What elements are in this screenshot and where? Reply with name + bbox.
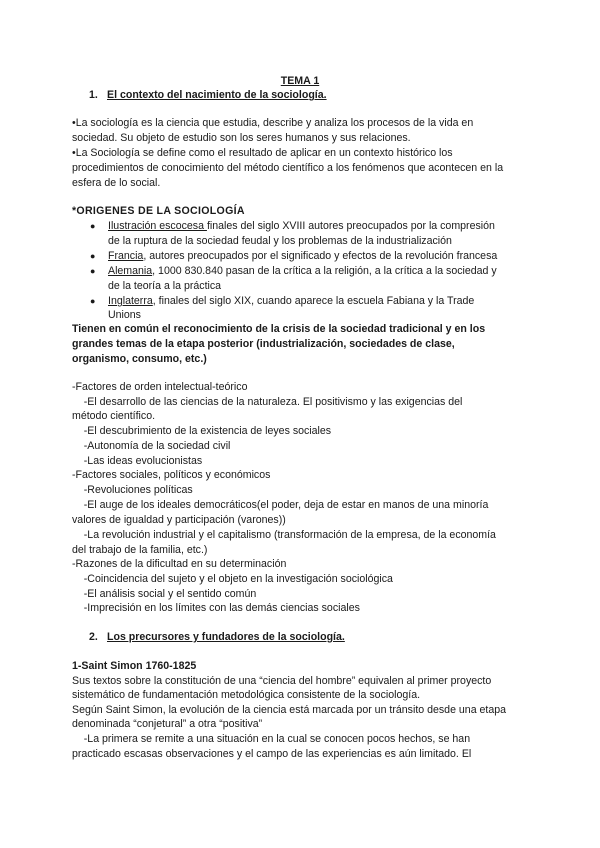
factor-line: -Factores sociales, políticos y económicos xyxy=(72,469,271,481)
origin-description: , autores preocupados por el significado y efectos de la revolución francesa xyxy=(143,250,498,262)
saint-simon-heading: 1-Saint Simon 1760-1825 xyxy=(72,660,197,672)
page-title: TEMA 1 xyxy=(280,75,320,87)
factor-line: del trabajo de la familia, etc.) xyxy=(72,544,208,556)
section1-paragraph-line: procedimientos de conocimiento del método científico a los fenómenos que acontecen en la xyxy=(72,162,504,174)
origin-description: , finales del siglo XIX, cuando aparece la escuela Fabiana y la Trade xyxy=(152,295,475,307)
factor-line: valores de igualdad y participación (varones)) xyxy=(72,514,286,526)
factor-line: -Autonomía de la sociedad civil xyxy=(72,440,231,452)
section1-paragraph-line: •La Sociología se define como el resultado de aplicar en un contexto histórico los xyxy=(72,147,453,159)
section1-heading: El contexto del nacimiento de la sociología. xyxy=(107,89,327,101)
origin-description: finales del siglo XVIII autores preocupados por la compresión xyxy=(206,220,495,232)
origin-description-cont: Unions xyxy=(108,309,141,321)
origin-name: Inglaterra xyxy=(108,295,153,307)
saint-simon-line: practicado escasas observaciones y el campo de las experiencias es aún limitado. El xyxy=(72,748,472,760)
saint-simon-line: -La primera se remite a una situación en la cual se conocen pocos hechos, se han xyxy=(72,733,471,745)
saint-simon-line: Sus textos sobre la constitución de una “ciencia del hombre” equivalen al primer proyecto xyxy=(72,675,492,687)
factor-line: -El descubrimiento de la existencia de leyes sociales xyxy=(72,425,332,437)
bullet-icon: ● xyxy=(90,221,96,231)
factor-line: -El análisis social y el sentido común xyxy=(72,588,257,600)
factor-line: -La revolución industrial y el capitalismo (transformación de la empresa, de la economía xyxy=(72,529,496,541)
bullet-icon: ● xyxy=(90,296,96,306)
list-item xyxy=(108,219,495,234)
origin-name: Alemania xyxy=(108,265,153,277)
section2-heading: Los precursores y fundadores de la sociología. xyxy=(107,631,345,643)
section2-number: 2. xyxy=(89,631,98,643)
section1-number: 1. xyxy=(89,89,98,101)
list-item xyxy=(108,249,497,264)
origin-description: , 1000 830.840 pasan de la crítica a la religión, a la crítica a la sociedad y xyxy=(152,265,497,277)
common-text-line: Tienen en común el reconocimiento de la crisis de la sociedad tradicional y en los xyxy=(72,323,486,335)
factor-line: -El auge de los ideales democráticos(el poder, deja de estar en manos de una minoría xyxy=(72,499,489,511)
saint-simon-line: denominada “conjetural” a otra “positiva” xyxy=(72,718,263,730)
common-text-line: organismo, consumo, etc.) xyxy=(72,353,207,365)
factor-line: -Coincidencia del sujeto y el objeto en la investigación sociológica xyxy=(72,573,393,585)
factor-line: método científico. xyxy=(72,410,156,422)
origin-name: Francia xyxy=(108,250,144,262)
bullet-icon: ● xyxy=(90,251,96,261)
factor-line: -Factores de orden intelectual-teórico xyxy=(72,381,248,393)
list-item xyxy=(108,294,474,309)
origin-name: Ilustración escocesa xyxy=(108,220,207,232)
origin-description-cont: de la ruptura de la sociedad feudal y los problemas de la industrialización xyxy=(108,235,452,247)
origins-heading: *ORIGENES DE LA SOCIOLOGÍA xyxy=(72,205,245,217)
factor-line: -Razones de la dificultad en su determinación xyxy=(72,558,287,570)
factor-line: -Revoluciones políticas xyxy=(72,484,193,496)
bullet-icon: ● xyxy=(90,266,96,276)
common-text-line: grandes temas de la etapa posterior (industrialización, sociedades de clase, xyxy=(72,338,455,350)
factor-line: -Imprecisión en los límites con las demás ciencias sociales xyxy=(72,602,360,614)
section1-paragraph-line: esfera de lo social. xyxy=(72,177,161,189)
factor-line: -Las ideas evolucionistas xyxy=(72,455,203,467)
section1-paragraph-line: sociedad. Su objeto de estudio son los seres humanos y sus relaciones. xyxy=(72,132,411,144)
factor-line: -El desarrollo de las ciencias de la naturaleza. El positivismo y las exigencias del xyxy=(72,396,463,408)
saint-simon-line: Según Saint Simon, la evolución de la ciencia está marcada por un tránsito desde una etapa xyxy=(72,704,507,716)
origin-description-cont: de la teoría a la práctica xyxy=(108,280,222,292)
saint-simon-line: sistemático de fundamentación metodológica consistente de la sociología. xyxy=(72,689,421,701)
section1-paragraph-line: •La sociología es la ciencia que estudia, describe y analiza los procesos de la vida en xyxy=(72,117,474,129)
list-item xyxy=(108,264,497,279)
